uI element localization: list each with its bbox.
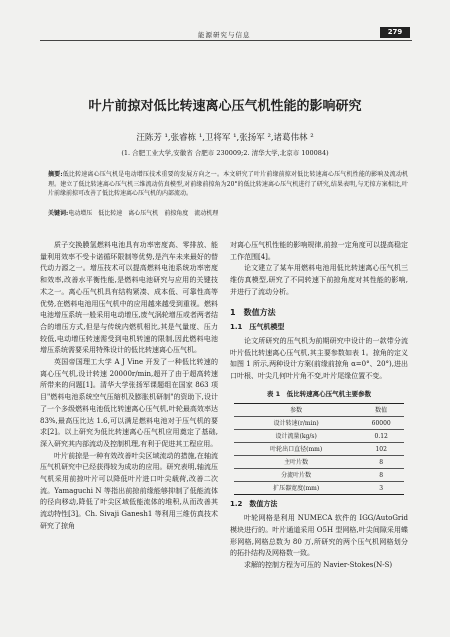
keywords-label: 关键词: xyxy=(48,210,69,217)
abstract-text: 低比转速离心压气机是电动增压技术重要的发展方向之一。本文研究了叶片前缘前掠对低比转速离心压气机性能的影响及流动机理。建立了低比转速离心压气机三维流动仿真模型,对前缘前掠角为20°的低比转速离心压气机进行了研究,结果表明,与无掠方案相比,叶片前缘前掠可改善了低比转速离心压气机的内部流动。 xyxy=(48,171,408,198)
subsection-heading: 1.1 压气机模型 xyxy=(230,323,285,332)
table-cell: 3 xyxy=(358,482,404,495)
section-heading: 1 数值方法 xyxy=(230,307,276,317)
table-header-cell: 参数 xyxy=(234,404,358,417)
table-header-cell: 数值 xyxy=(358,404,404,417)
paper-title: 叶片前掠对低比转速离心压气机性能的影响研究 xyxy=(88,99,362,114)
abstract-label: 摘要: xyxy=(48,171,63,178)
body-paragraph: 英国帝国理工大学 A J Vine 开发了一种低比转速的离心压气机,设计转速 20000r/min,超开了由于超高转速所带来的问题[1]。清华大学张扬军课题组在国家 863 项目"燃料电池系统空气压缩机及膨胀机研制"的资助下,设计了一个多级燃料电池低比转速离心压气机,叶轮最高效率达 83%,最高压比达 1.6,可以满足燃料电池对于压气机的要求[2]。以上研究为低比转速离心压气机应用奠定了基础,深入研究其内部流动及控制机理,有利于促进其工程应用。 xyxy=(40,358,218,448)
table-cell: 102 xyxy=(358,443,404,456)
right-column xyxy=(230,240,408,572)
body-paragraph: 叶轮网格是利用 NUMECA 软件的 IGG/AutoGrid 模块进行的。叶片通道采用 O5H 型网格,叶尖间隙采用蝶形网格,网格总数为 80 万,所研究的两个压气机网格划分的拓扑结构及网格数一致。 xyxy=(230,514,408,558)
table-row xyxy=(234,469,404,482)
table-cell: 叶轮出口直径(mm) xyxy=(234,443,358,456)
table-row xyxy=(234,482,404,495)
journal-header: 能源研究与信息 xyxy=(198,31,251,39)
body-paragraph: 论文所研究的压气机为前期研究中设计的一款带分流叶片低比转速离心压气机,其主要参数如表 1。掠角的定义如图 1 所示,两种设计方案(前缘前掠角 α=0°、20°),进出口叶根、叶尖几何叶片角不变,叶片尾缘位置不变。 xyxy=(230,336,408,381)
table-caption: 表 1 低比转速离心压气机主要参数 xyxy=(266,389,372,398)
table-cell: 分流叶片数 xyxy=(234,469,358,482)
body-paragraph: 对离心压气机性能的影响规律,前掠一定角度可以提高稳定工作范围[4]。 xyxy=(230,241,408,261)
page-number: 279 xyxy=(380,27,410,38)
header-rule xyxy=(40,40,412,41)
table-cell: 8 xyxy=(358,456,404,469)
table-header-row xyxy=(234,404,404,417)
body-paragraph: 质子交换膜氢燃料电池具有功率密度高、零排放、能量利用效率不受卡诺循环限制等优势,是汽车未来最好的替代动力源之一。增压技术可以提高燃料电池系统功率密度和效率,改善水平衡性能,是燃料电池研究与应用的关键技术之一。离心压气机具有结构紧凑、成本低、可靠性高等优势,在燃料电池用压气机中的应用越来越受到重视。燃料电池增压系统一般采用电动增压,废气涡轮增压或者两者结合的增压方式,但是与传统内燃机相比,其是气量度、压力较低,电动增压转速需受到电机转速的限制,因此燃料电池增压系统需要采用特殊设计的低比转速离心压气机。 xyxy=(40,241,218,355)
authors: 汪陈芳 ¹,张睿栋 ¹,卫将军 ¹,张扬军 ²,诸葛伟林 ² xyxy=(136,133,314,143)
body-paragraph: 叶片前掠是一种有效改善叶尖区域流动的措施,在轴流压气机研究中已经获得较为成功的应用。研究表明,轴流压气机采用前掠叶片可以降低叶片进口叶尖载荷,改善二次流。Yamaguchi N 等指出前掠前缘能够抑制了低能流体的径向移动,降低了叶尖区域低能流体的堆积,从而改善其流动特性[3]。Ch. Sivaji Ganesh1 等利用三维仿真技术研究了掠角 xyxy=(40,451,218,530)
table-cell: 扩压器宽度(mm) xyxy=(234,482,358,495)
table-cell: 主叶片数 xyxy=(234,456,358,469)
subsection-heading: 1.2 数值方法 xyxy=(230,500,278,509)
table-cell: 60000 xyxy=(358,417,404,430)
affiliation: (1. 合肥工业大学,安徽省 合肥市 230009;2. 清华大学,北京市 100084) xyxy=(121,149,329,157)
keywords xyxy=(48,209,408,219)
keywords-text: 电动增压 低比转速 离心压气机 前掠角度 流动机理 xyxy=(68,210,219,217)
body-paragraph: 论文建立了某车用燃料电池用低比转速离心压气机三维仿真模型,研究了不同转速下前掠角度对其性能的影响,并进行了流动分析。 xyxy=(230,264,408,296)
table-row xyxy=(234,430,404,443)
table-cell: 设计流量(kg/s) xyxy=(234,430,358,443)
table-row xyxy=(234,417,404,430)
parameter-table xyxy=(234,403,404,495)
abstract xyxy=(48,170,408,199)
table-cell: 0.12 xyxy=(358,430,404,443)
table-cell: 设计转速(r/min) xyxy=(234,417,358,430)
table-row xyxy=(234,443,404,456)
table-row xyxy=(234,456,404,469)
table-cell: 8 xyxy=(358,469,404,482)
body-paragraph: 求解的控制方程为可压的 Navier-Stokes(N-S) xyxy=(244,560,393,569)
left-column xyxy=(40,240,218,533)
